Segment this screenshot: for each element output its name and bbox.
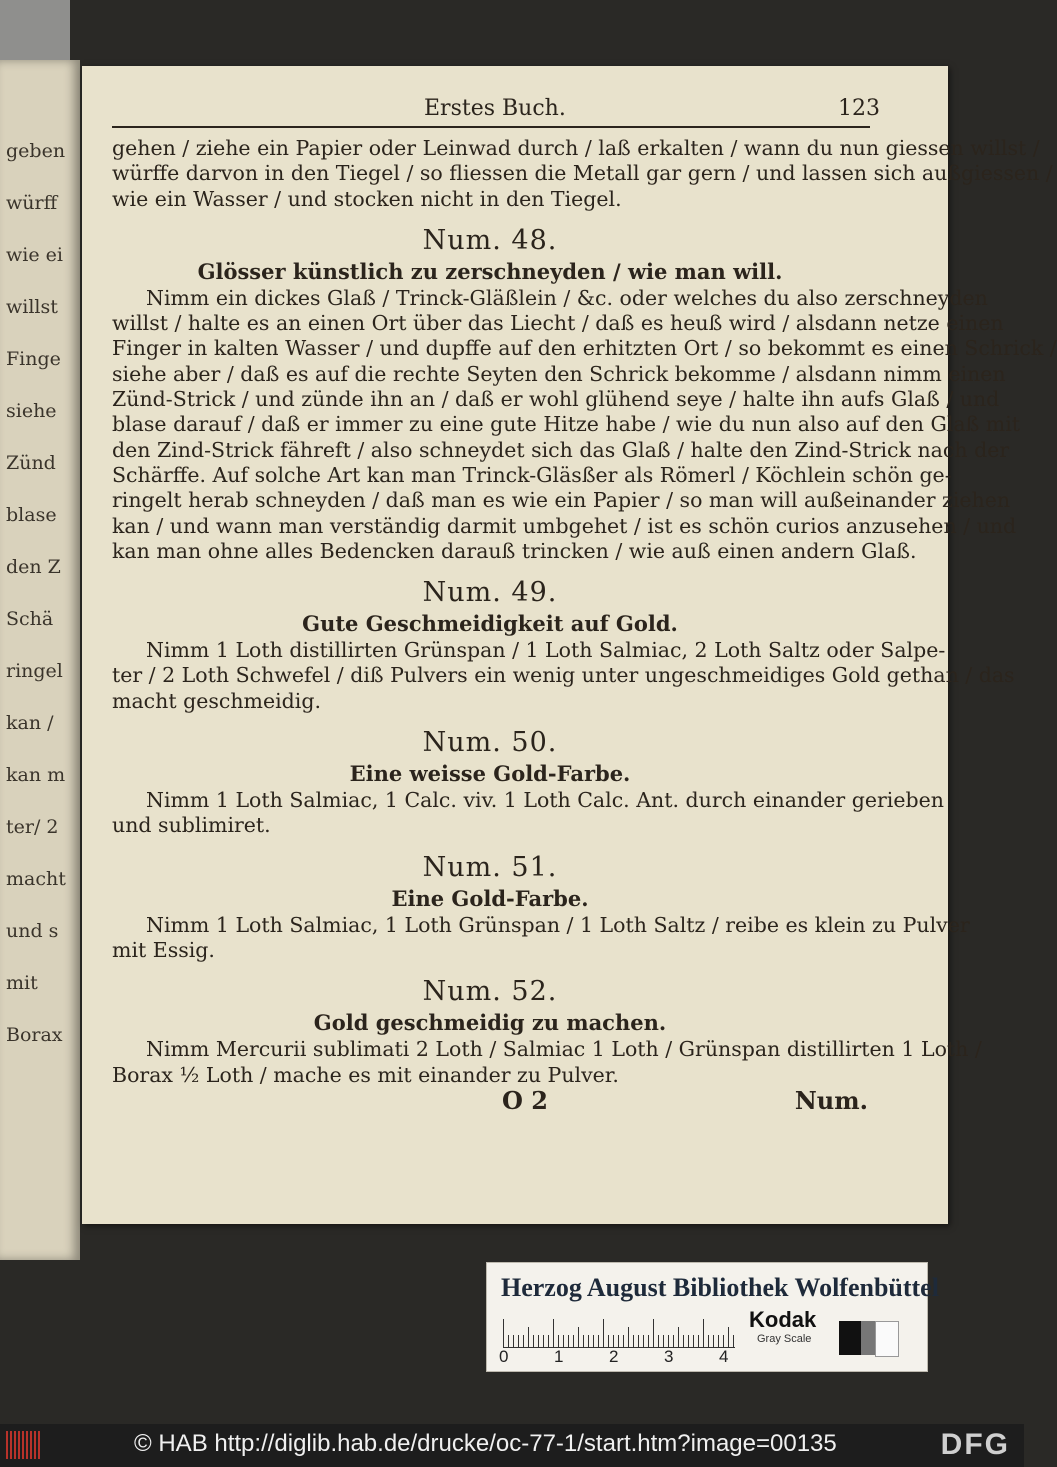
book-page bbox=[82, 66, 1057, 1224]
page-number: 123 bbox=[838, 96, 880, 121]
ruler-tick bbox=[583, 1335, 584, 1347]
facing-page-fragment: mit bbox=[6, 972, 38, 994]
page-body bbox=[112, 136, 1057, 1088]
text-line: kan man ohne alles Bedencken darauß trincken / wie auß einen andern Glaß. bbox=[112, 538, 917, 563]
facing-page-fragment: Schä bbox=[6, 608, 54, 630]
ruler-tick bbox=[733, 1335, 734, 1347]
ruler-tick bbox=[618, 1335, 619, 1347]
gray-swatch-mid bbox=[861, 1321, 875, 1355]
facing-page-fragment: Zünd bbox=[6, 452, 56, 474]
ruler-tick bbox=[693, 1335, 694, 1347]
ruler bbox=[503, 1317, 735, 1348]
ruler-tick bbox=[603, 1319, 604, 1347]
ruler-number: 1 bbox=[554, 1347, 564, 1366]
ruler-tick bbox=[678, 1327, 679, 1347]
ruler-tick bbox=[608, 1335, 609, 1347]
ruler-tick bbox=[658, 1335, 659, 1347]
ruler-tick bbox=[558, 1335, 559, 1347]
ruler-tick bbox=[688, 1335, 689, 1347]
facing-page-fragment: Borax bbox=[6, 1024, 63, 1046]
ruler-tick bbox=[588, 1335, 589, 1347]
page-footer bbox=[112, 1086, 868, 1120]
ruler-tick bbox=[593, 1335, 594, 1347]
ruler-tick bbox=[548, 1335, 549, 1347]
signature-mark: O 2 bbox=[502, 1086, 548, 1115]
ruler-number: 2 bbox=[609, 1347, 619, 1366]
text-line: den Zind-Strick fähreft / also schneydet sich das Glaß / halte den Zind-Strick nach der bbox=[112, 437, 1010, 462]
facing-page-fragment: den Z bbox=[6, 556, 61, 578]
facing-page-edge bbox=[0, 60, 80, 1260]
facing-page-fragment: ter/ 2 bbox=[6, 816, 59, 838]
text-line: Nimm 1 Loth distillirten Grünspan / 1 Loth Salmiac, 2 Loth Saltz oder Salpe- bbox=[146, 638, 946, 663]
facing-page-fragment: blase bbox=[6, 504, 57, 526]
gray-swatch-white bbox=[875, 1321, 899, 1357]
facing-page-fragment: und s bbox=[6, 920, 59, 942]
text-line: ter / 2 Loth Schwefel / diß Pulvers ein wenig unter ungeschmeidiges Gold gethan / das bbox=[112, 663, 1015, 688]
barcode-icon bbox=[6, 1431, 40, 1459]
section-title: Gold geschmeidig zu machen. bbox=[313, 1010, 667, 1036]
ruler-tick bbox=[668, 1335, 669, 1347]
facing-page-fragment: willst bbox=[6, 296, 58, 318]
text-line: macht geschmeidig. bbox=[112, 688, 322, 713]
ruler-tick bbox=[528, 1327, 529, 1347]
text-line: wie ein Wasser / und stocken nicht in den Tiegel. bbox=[112, 186, 622, 211]
ruler-tick bbox=[543, 1335, 544, 1347]
facing-page-fragment: ringel bbox=[6, 660, 63, 682]
ruler-tick bbox=[653, 1319, 654, 1347]
facing-page-fragment: kan / bbox=[6, 712, 54, 734]
section-title: Gute Geschmeidigkeit auf Gold. bbox=[302, 611, 678, 637]
ruler-tick bbox=[563, 1335, 564, 1347]
dfg-logo: DFG bbox=[940, 1428, 1010, 1461]
section-number: Num. 51. bbox=[422, 851, 558, 883]
facing-page-fragment: würff bbox=[6, 192, 58, 214]
scan-tab bbox=[0, 0, 70, 62]
text-line: Nimm 1 Loth Salmiac, 1 Loth Grünspan / 1 Loth Saltz / reibe es klein zu Pulver bbox=[146, 912, 970, 937]
ruler-tick bbox=[683, 1335, 684, 1347]
text-line: Zünd-Strick / und zünde ihn an / daß er wohl glühend seye / halte ihn aufs Glaß / und bbox=[112, 387, 1000, 412]
section-number: Num. 49. bbox=[422, 577, 558, 609]
gray-scale-label: Gray Scale bbox=[757, 1333, 812, 1345]
ruler-tick bbox=[698, 1335, 699, 1347]
ruler-tick bbox=[648, 1335, 649, 1347]
section-title: Eine Gold-Farbe. bbox=[391, 885, 589, 911]
ruler-tick bbox=[628, 1327, 629, 1347]
ruler-tick bbox=[623, 1335, 624, 1347]
facing-page-fragment: siehe bbox=[6, 400, 57, 422]
ruler-tick bbox=[718, 1335, 719, 1347]
ruler-number: 4 bbox=[719, 1347, 729, 1366]
text-line: Borax ½ Loth / mache es mit einander zu Pulver. bbox=[112, 1062, 619, 1087]
copyright-url[interactable]: © HAB http://diglib.hab.de/drucke/oc-77-1/start.htm?image=00135 bbox=[134, 1430, 837, 1457]
text-line: Schärffe. Auf solche Art kan man Trinck-Gläsßer als Römerl / Köchlein schön ge- bbox=[112, 462, 952, 487]
ruler-tick bbox=[673, 1335, 674, 1347]
text-line: Finger in kalten Wasser / und dupffe auf den erhitzten Ort / so bekommt es einen Schrick / bbox=[112, 336, 1057, 361]
ruler-tick bbox=[568, 1335, 569, 1347]
ruler-tick bbox=[643, 1335, 644, 1347]
section-number: Num. 48. bbox=[422, 224, 558, 256]
ruler-tick bbox=[713, 1335, 714, 1347]
text-line: würffe darvon in den Tiegel / so fliessen die Metall gar gern / und lassen sich außgiessen / bbox=[112, 161, 1053, 186]
ruler-tick bbox=[663, 1335, 664, 1347]
catchword: Num. bbox=[794, 1086, 868, 1115]
ruler-tick bbox=[578, 1327, 579, 1347]
section-title: Glösser künstlich zu zerschneyden / wie man will. bbox=[197, 258, 783, 284]
ruler-number: 3 bbox=[664, 1347, 674, 1366]
gray-swatch-black bbox=[839, 1321, 861, 1355]
viewer-footer-bar bbox=[0, 1424, 1024, 1467]
text-line: Nimm 1 Loth Salmiac, 1 Calc. viv. 1 Loth Calc. Ant. durch einander gerieben bbox=[146, 788, 944, 813]
text-line: mit Essig. bbox=[112, 937, 215, 962]
text-line: willst / halte es an einen Ort über das Liecht / daß es heuß wird / alsdann netze einen bbox=[112, 311, 1004, 336]
running-title: Erstes Buch. bbox=[424, 96, 566, 121]
text-line: ringelt herab schneyden / daß man es wie ein Papier / so man will außeinander ziehen bbox=[112, 488, 1011, 513]
text-line: siehe aber / daß es auf die rechte Seyten den Schrick bekomme / alsdann nimm einen bbox=[112, 361, 1006, 386]
ruler-tick bbox=[573, 1335, 574, 1347]
facing-page-fragment: wie ei bbox=[6, 244, 63, 266]
section-number: Num. 52. bbox=[422, 976, 558, 1008]
facing-page-fragment: geben bbox=[6, 140, 66, 162]
ruler-tick bbox=[553, 1319, 554, 1347]
ruler-tick bbox=[513, 1335, 514, 1347]
ruler-tick bbox=[723, 1335, 724, 1347]
facing-page-fragment: Finge bbox=[6, 348, 61, 370]
ruler-tick bbox=[613, 1335, 614, 1347]
ruler-tick bbox=[533, 1335, 534, 1347]
library-name: Herzog August Bibliothek Wolfenbüttel bbox=[501, 1273, 939, 1302]
text-line: Nimm Mercurii sublimati 2 Loth / Salmiac 1 Loth / Grünspan distillirten 1 Loth / bbox=[146, 1037, 982, 1062]
ruler-tick bbox=[703, 1319, 704, 1347]
ruler-tick bbox=[708, 1335, 709, 1347]
text-line: und sublimiret. bbox=[112, 813, 271, 838]
ruler-tick bbox=[638, 1335, 639, 1347]
ruler-number: 0 bbox=[499, 1347, 509, 1366]
running-header bbox=[112, 96, 880, 128]
ruler-tick bbox=[523, 1335, 524, 1347]
facing-page-fragment: macht bbox=[6, 868, 66, 890]
ruler-tick bbox=[728, 1327, 729, 1347]
text-line: kan / und wann man verständig darmit umbgehet / ist es schön curios anzusehen / und bbox=[112, 513, 1017, 538]
facing-page-fragment: kan m bbox=[6, 764, 66, 786]
library-label bbox=[486, 1262, 939, 1372]
text-line: Nimm ein dickes Glaß / Trinck-Gläßlein / &c. oder welches du also zerschneyden bbox=[146, 285, 988, 310]
section-title: Eine weisse Gold-Farbe. bbox=[349, 761, 631, 787]
ruler-tick bbox=[633, 1335, 634, 1347]
ruler-tick bbox=[598, 1335, 599, 1347]
text-line: blase darauf / daß er immer zu eine gute Hitze habe / wie du nun also auf den Glaß mit bbox=[112, 412, 1021, 437]
ruler-tick bbox=[538, 1335, 539, 1347]
text-line: gehen / ziehe ein Papier oder Leinwad durch / laß erkalten / wann du nun giessen willst / bbox=[112, 136, 1040, 160]
ruler-tick bbox=[503, 1319, 504, 1347]
section-number: Num. 50. bbox=[422, 727, 558, 759]
ruler-tick bbox=[518, 1335, 519, 1347]
ruler-tick bbox=[508, 1335, 509, 1347]
kodak-logo: Kodak bbox=[749, 1307, 817, 1332]
